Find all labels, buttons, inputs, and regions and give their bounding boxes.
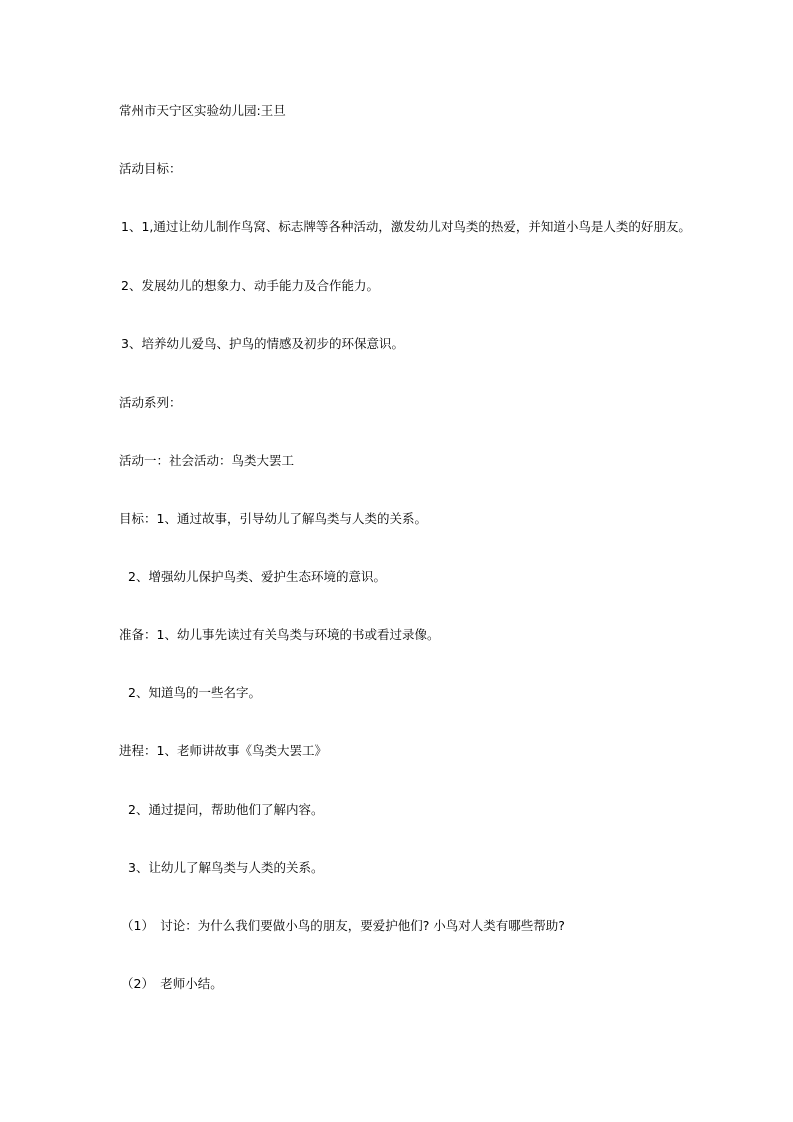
activity1-prep-1: 准备：1、幼儿事先读过有关鸟类与环境的书或看过录像。 [119,627,440,642]
goal-item-1: 1、1,通过让幼儿制作鸟窝、标志牌等各种活动，激发幼儿对鸟类的热爱，并知道小鸟是人类的好朋友。 [121,219,691,234]
goal-item-3: 3、培养幼儿爱鸟、护鸟的情感及初步的环保意识。 [121,336,404,351]
goal-item-2: 2、发展幼儿的想象力、动手能力及合作能力。 [121,278,379,293]
activity1-process-3: 3、让幼儿了解鸟类与人类的关系。 [128,860,324,875]
activity1-sub-2: （2） 老师小结。 [121,976,223,991]
activity1-process-2: 2、通过提问，帮助他们了解内容。 [128,802,324,817]
author-line: 常州市天宁区实验幼儿园:王旦 [119,103,286,118]
activity1-title: 活动一：社会活动：鸟类大罢工 [119,453,295,468]
goals-heading: 活动目标： [119,161,182,176]
activity1-process-1: 进程：1、老师讲故事《鸟类大罢工》 [119,743,327,758]
activity1-target-1: 目标：1、通过故事，引导幼儿了解鸟类与人类的关系。 [119,511,427,526]
activity1-sub-1: （1） 讨论：为什么我们要做小鸟的朋友，要爱护他们? 小鸟对人类有哪些帮助? [121,918,565,933]
activity1-prep-2: 2、知道鸟的一些名字。 [128,685,261,700]
series-heading: 活动系列： [119,395,182,410]
activity1-target-2: 2、增强幼儿保护鸟类、爱护生态环境的意识。 [128,569,386,584]
